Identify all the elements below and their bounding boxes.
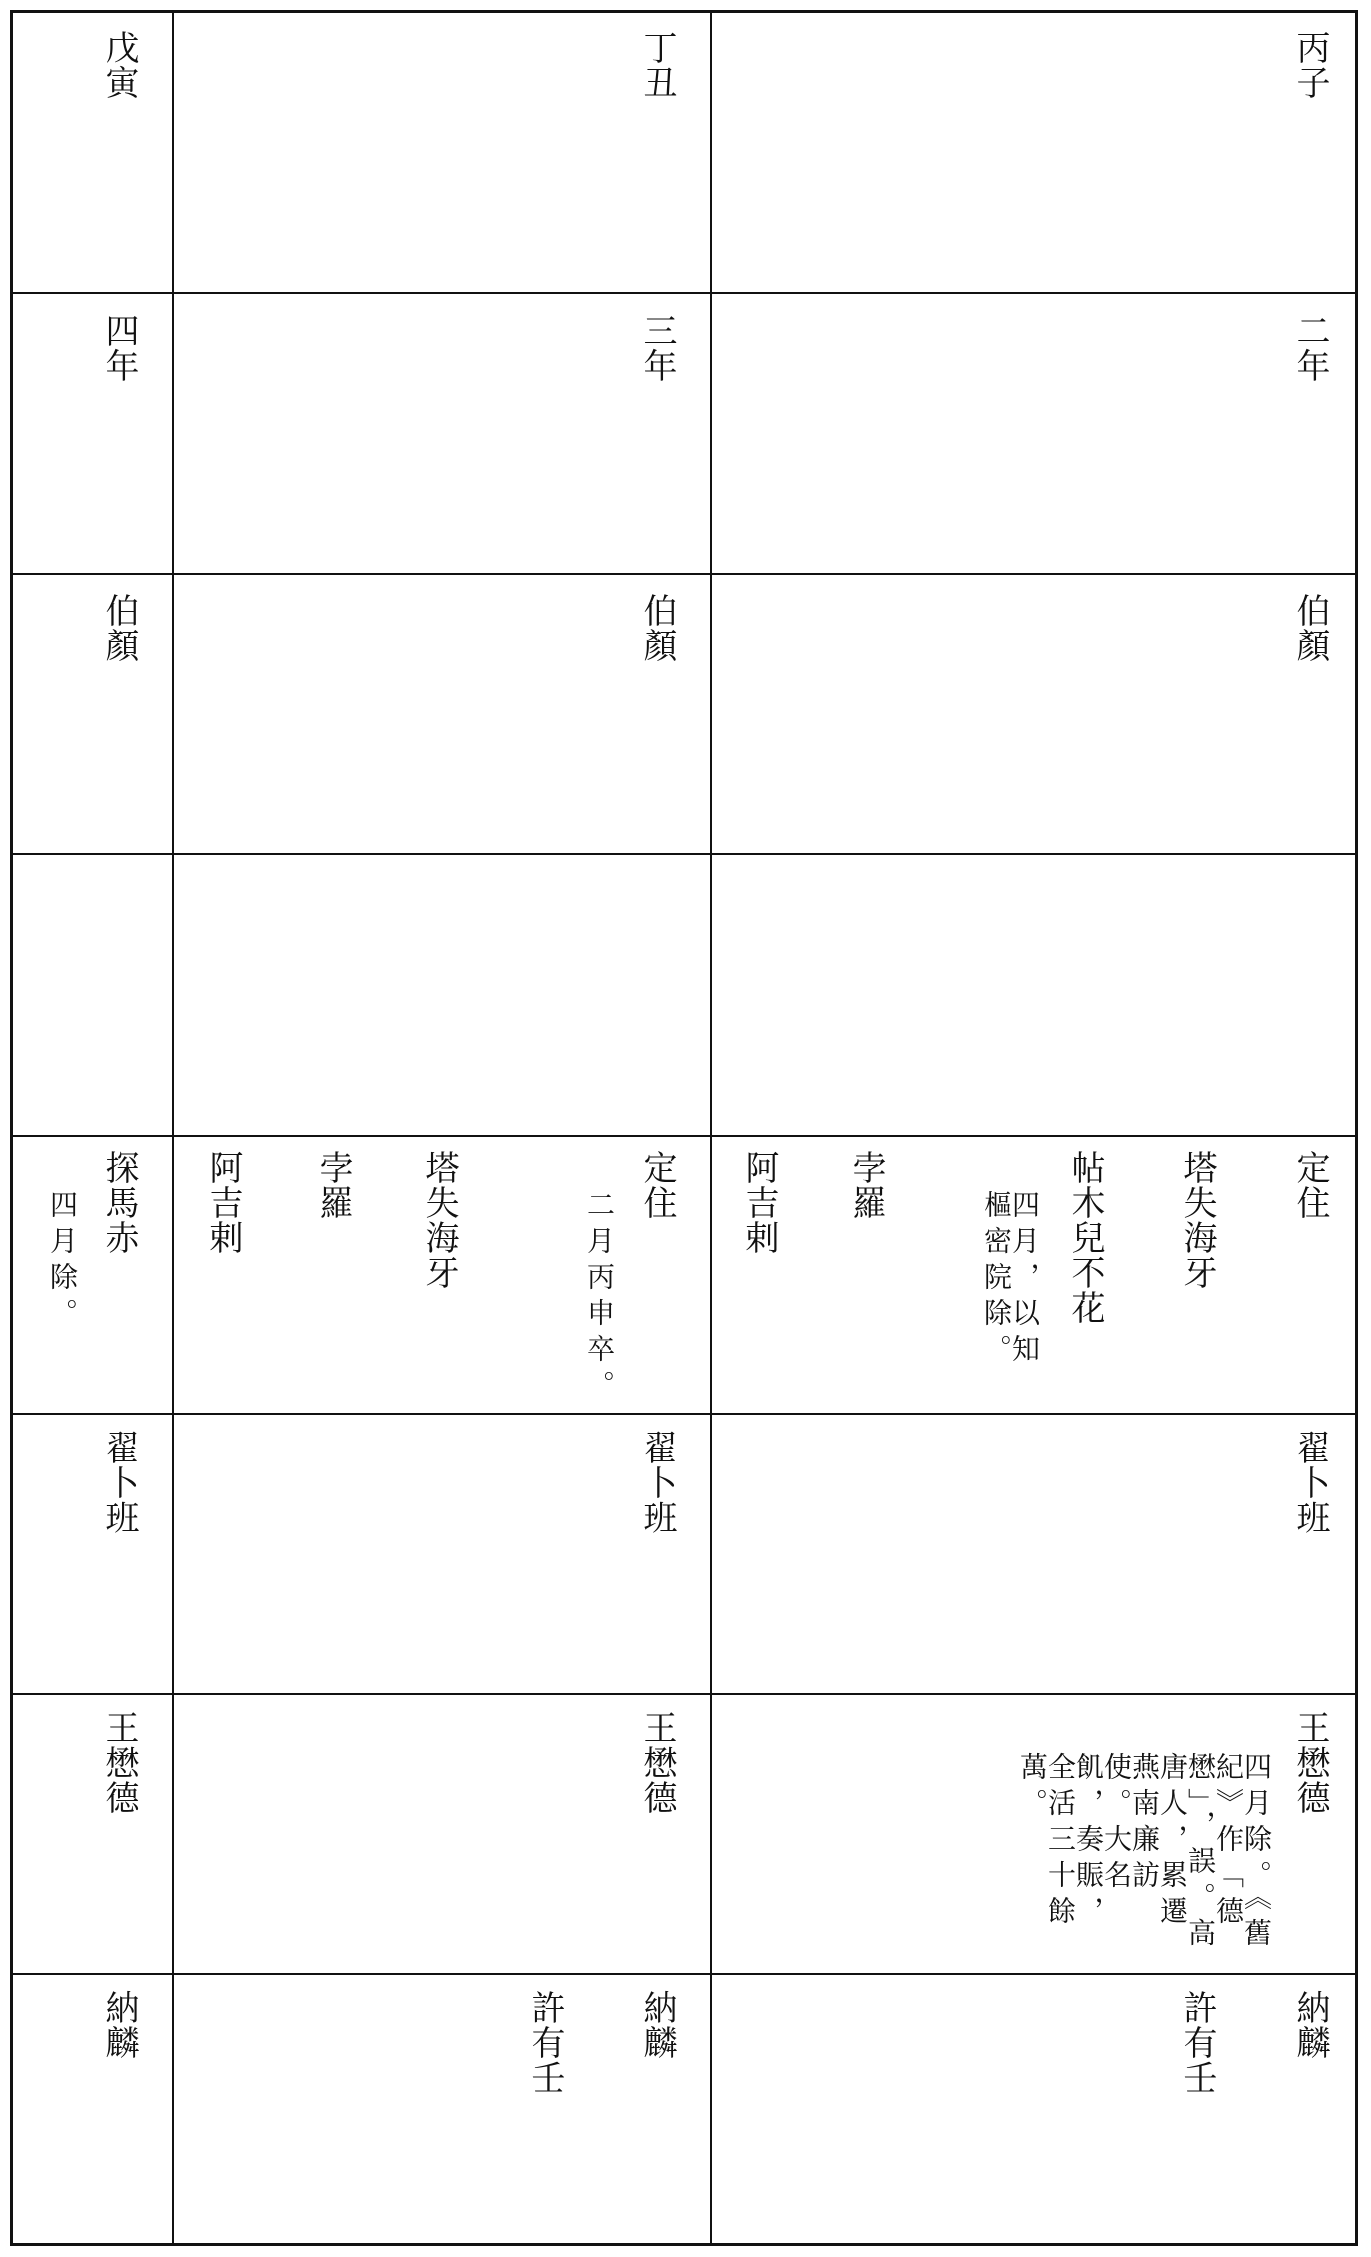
name-cell: 探馬赤 [99,1150,139,1255]
year-cell: 戊寅 [99,30,139,100]
name-cell: 翟卜班 [1290,1430,1330,1535]
name-cell: 伯顏 [637,593,677,663]
name-cell: 伯顏 [1290,593,1330,663]
name-cell: 王懋德 [99,1710,139,1815]
reign-year-cell: 二年 [1290,313,1330,383]
column-divider [172,10,174,2246]
name-cell: 定住 [637,1150,677,1220]
name-cell: 阿吉剌 [203,1150,243,1255]
name-cell: 翟卜班 [99,1430,139,1535]
row-divider [10,1693,1358,1695]
name-cell: 帖木兒不花 [1065,1150,1105,1325]
name-cell: 定住 [1290,1150,1330,1220]
name-cell: 王懋德 [637,1710,677,1815]
reign-year-cell: 四年 [99,313,139,383]
row-divider [10,292,1358,294]
name-cell: 阿吉剌 [739,1150,779,1255]
name-cell: 塔失海牙 [1177,1150,1217,1290]
name-cell: 許有壬 [1177,1990,1217,2095]
annotation-note: 四月除。 [46,1190,79,1334]
year-cell: 丁丑 [637,30,677,100]
name-cell: 納麟 [1290,1990,1330,2060]
name-cell: 王懋德 [1290,1710,1330,1815]
annotation-note: 四月除。《舊紀》作「德懋」，誤。高唐人，累遷燕南廉訪使。大名飢，奏賑，全活三十餘萬。 [1016,1752,1273,1954]
name-cell: 孛羅 [313,1150,353,1220]
row-divider [10,573,1358,575]
row-divider [10,1973,1358,1975]
row-divider [10,1135,1358,1137]
annotation-note: 四月，以知樞密院除。 [980,1190,1041,1370]
name-cell: 伯顏 [99,593,139,663]
name-cell: 納麟 [637,1990,677,2060]
annotation-note: 二月丙申卒。 [583,1190,616,1406]
name-cell: 塔失海牙 [419,1150,459,1290]
name-cell: 孛羅 [846,1150,886,1220]
year-cell: 丙子 [1290,30,1330,100]
name-cell: 翟卜班 [637,1430,677,1535]
column-divider [710,10,712,2246]
name-cell: 納麟 [99,1990,139,2060]
reign-year-cell: 三年 [637,313,677,383]
name-cell: 許有壬 [525,1990,565,2095]
row-divider [10,1413,1358,1415]
row-divider [10,853,1358,855]
